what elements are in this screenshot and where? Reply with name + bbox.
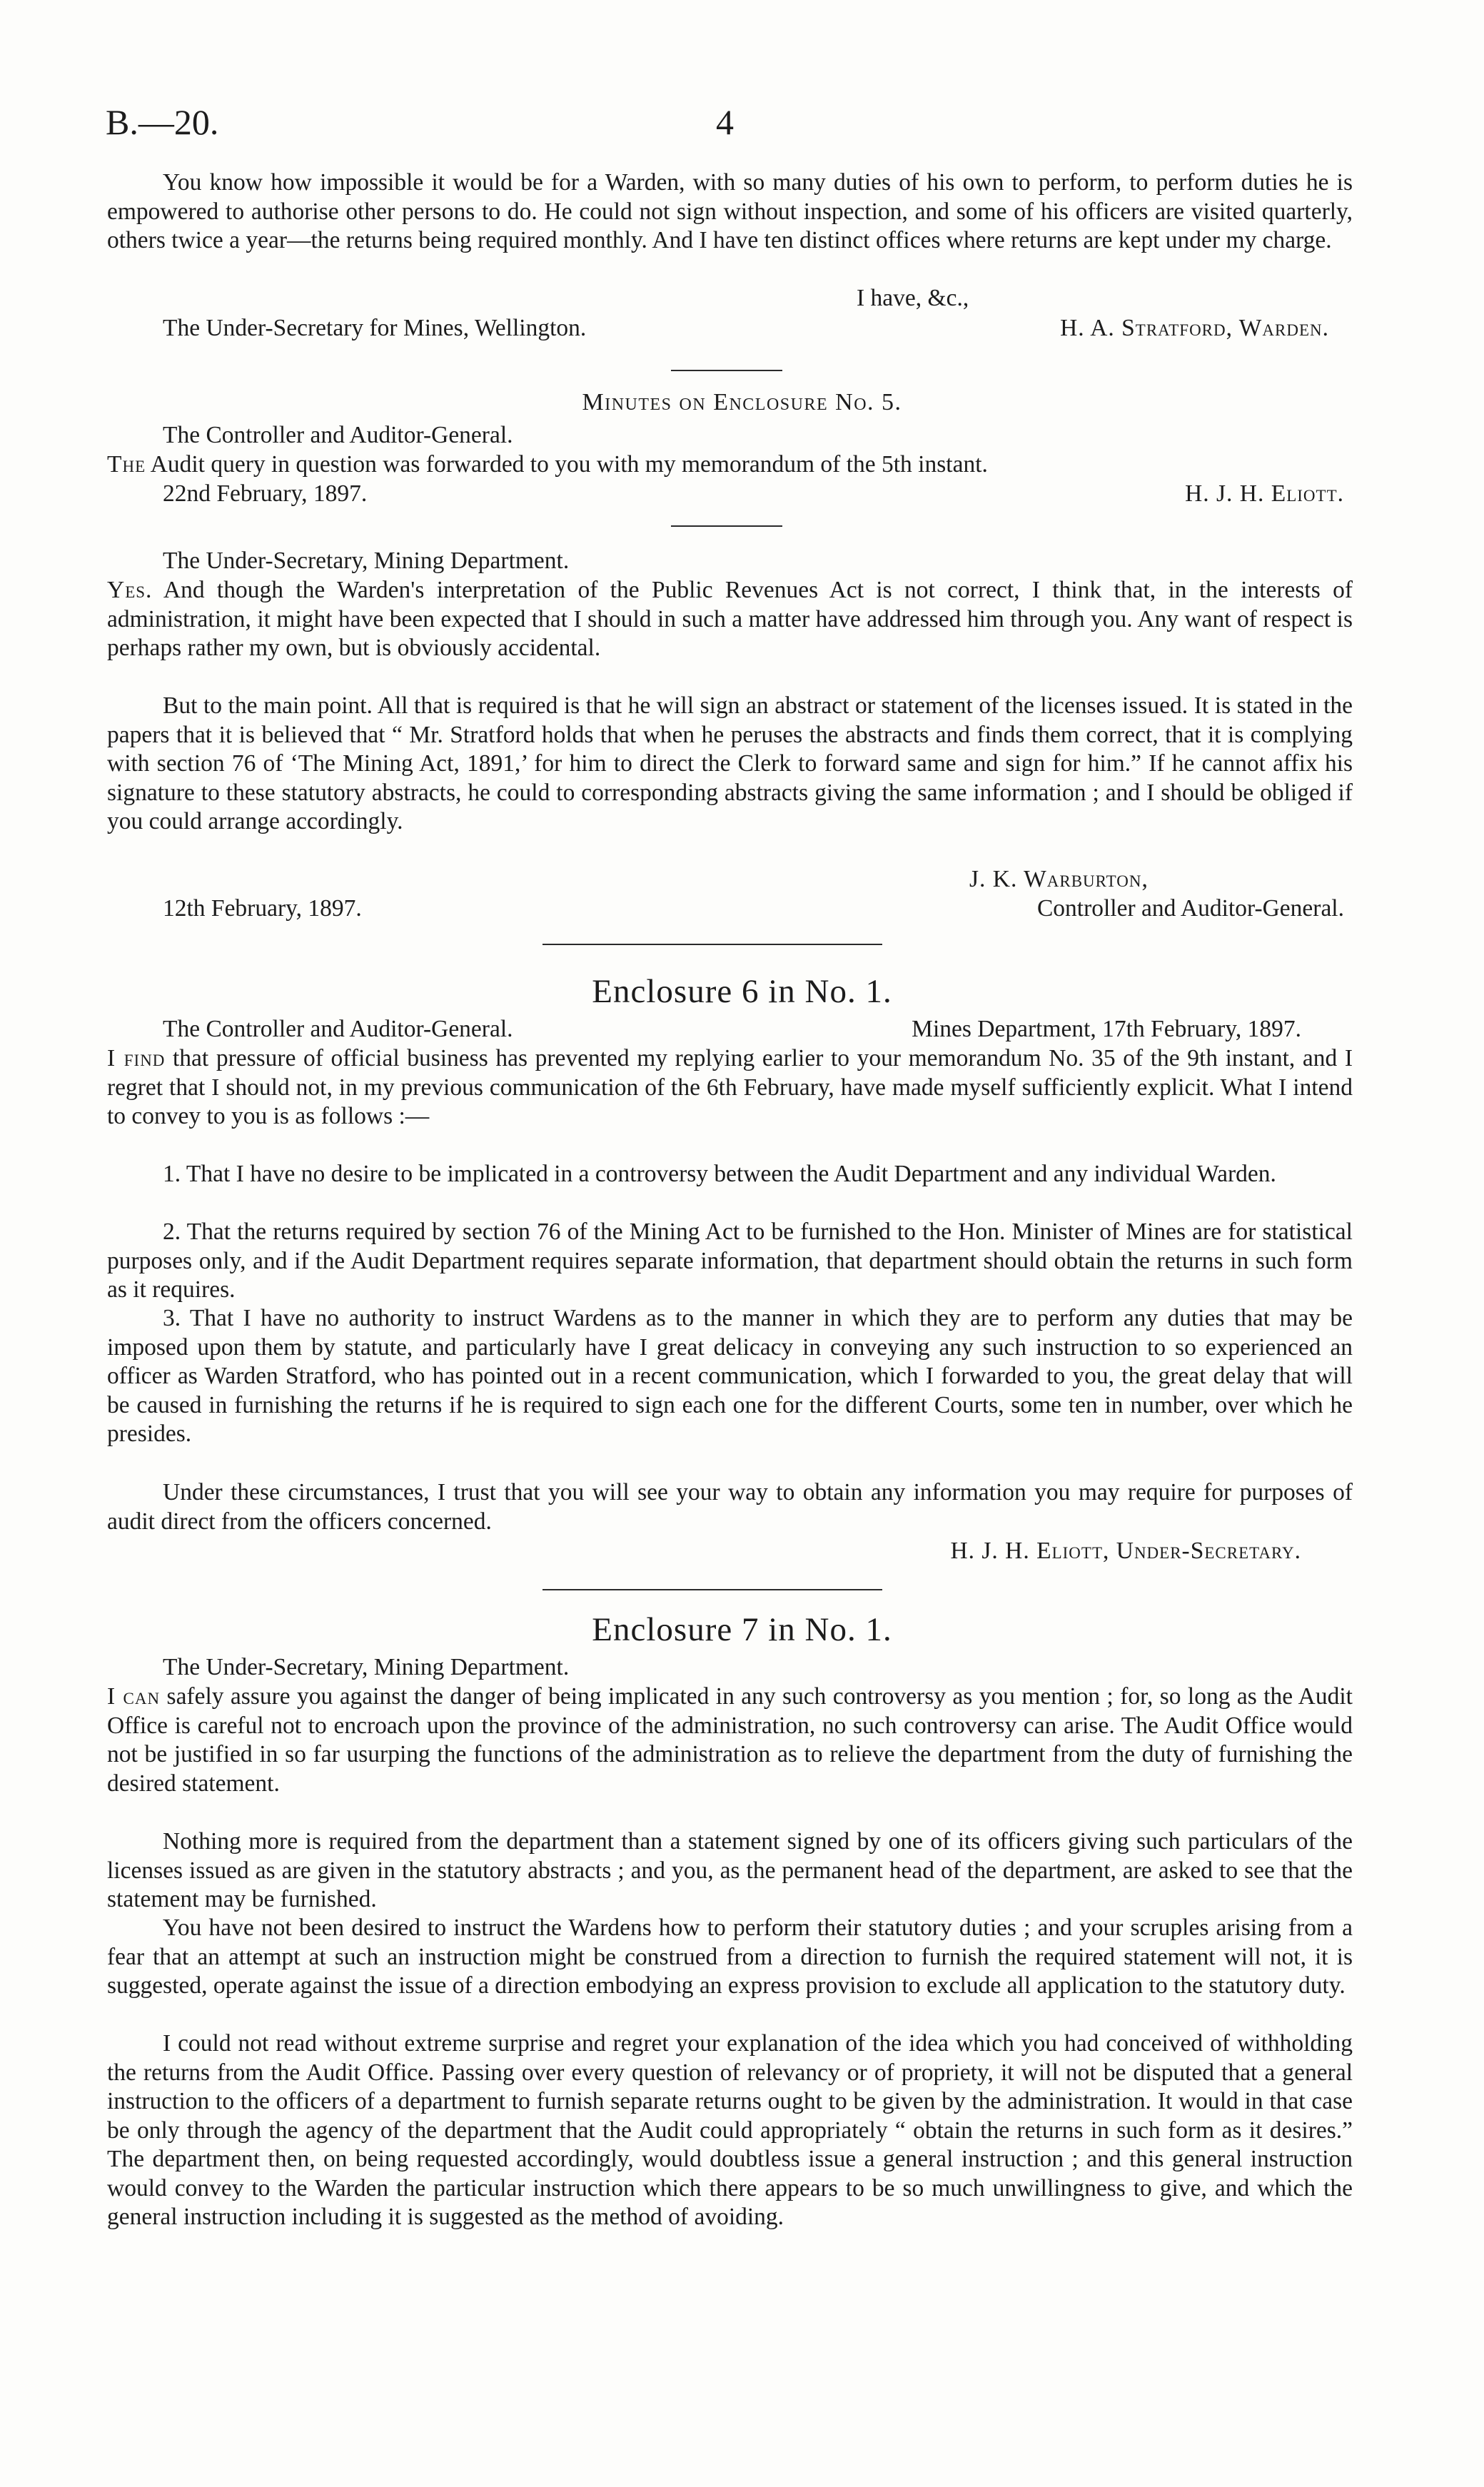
enclosure6-address-line bbox=[107, 1015, 1353, 1044]
section-divider bbox=[542, 1589, 882, 1590]
minute1-date: 22nd February, 1897. bbox=[163, 480, 368, 507]
enclosure6-item-2: 2. That the returns required by section 76 of the Mining Act to be furnished to the Hon. Minister of Mines are for statistical purposes only, and if the Audit Department requires separate information, that department should obtain the returns in such form as it requires. bbox=[107, 1219, 1353, 1303]
minute1-addressee-line bbox=[107, 421, 1353, 450]
enclosure7-address-line bbox=[107, 1653, 1353, 1682]
enclosure7-heading: Enclosure 7 in No. 1. bbox=[592, 1611, 892, 1648]
minute2-paragraph-1 bbox=[107, 576, 1353, 663]
minute1-body: Audit query in question was forwarded to you with my memorandum of the 5th instant. bbox=[146, 451, 988, 478]
enclosure7-paragraph-4: I could not read without extreme surprise and regret your explanation of the idea which you had conceived of withholding the returns from the Audit Office. Passing over every question of relevancy or of propriety, it will not be disputed that a general instruction to the officers of a department to furnish separate returns ought to be given by the administration. It would in that case be only through the agency of the department that the Audit could appropriately “ obtain the returns in such form as it desires.” The department then, on being requested accordingly, would doubtless issue a general instruction ; and this general instruction would convey to the Warden the particular instruction which there appears to be so much unwillingness to give, and which the general instruction including it is suggested as the method of avoiding. bbox=[107, 2030, 1353, 2230]
minute1-signoff-line bbox=[107, 480, 1353, 508]
letter-paragraph: You know how impossible it would be for a Warden, with so many duties of his own to perform, to perform duties he is empowered to authorise other persons to do. He could not sign without inspection, and some of his officers are visited quarterly, others twice a year—the returns being required monthly. And I have ten distinct offices where returns are kept under my charge. bbox=[107, 169, 1353, 253]
enclosure6-lead: I find bbox=[107, 1045, 166, 1071]
minute2-date: 12th February, 1897. bbox=[163, 895, 362, 922]
enclosure6-intro-text: that pressure of official business has prevented my replying earlier to your memorandum No. 35 of the 9th instant, and I regret that I should not, in my previous communication of the 6th February, have made myself sufficiently explicit. What I intend to convey to you is as follows :— bbox=[107, 1045, 1353, 1129]
page-number: 4 bbox=[716, 102, 734, 142]
enclosure7-addressee: The Under-Secretary, Mining Department. bbox=[163, 1654, 570, 1680]
letter-signoff-line bbox=[107, 314, 1353, 343]
letter-signature: H. A. Stratford, Warden. bbox=[1060, 315, 1329, 341]
letter-closing-line bbox=[107, 284, 1353, 313]
section-divider bbox=[542, 944, 882, 945]
enclosure6-item-3: 3. That I have no authority to instruct Wardens as to the manner in which they are to perform any duties that may be imposed upon them by statute, and particularly have I great delicacy in conveying any such instruction to so experienced an officer as Warden Stratford, who has pointed out in a recent communication, which I forwarded to you, the great delay that will be caused in furnishing the returns if he is required to sign each one for the different Courts, some ten in number, over which he presides. bbox=[107, 1305, 1353, 1447]
enclosure6-intro bbox=[107, 1044, 1353, 1131]
minute-divider bbox=[671, 525, 782, 527]
letter-closing: I have, &c., bbox=[857, 285, 969, 311]
enclosure6-signature-text: H. J. H. Eliott, Under-Secretary. bbox=[950, 1538, 1301, 1564]
minute1-body-line bbox=[107, 450, 1353, 479]
minute2-lead: Yes. bbox=[107, 577, 153, 603]
minute2-addressee: The Under-Secretary, Mining Department. bbox=[163, 548, 570, 574]
letter-addressee: The Under-Secretary for Mines, Wellington. bbox=[163, 315, 587, 341]
series-label: B.—20. bbox=[106, 102, 219, 142]
minute2-title: Controller and Auditor-General. bbox=[1036, 895, 1344, 922]
enclosure7-paragraph-2: Nothing more is required from the department than a statement signed by one of its officers giving such particulars of the licenses issued as are given in the statutory abstracts ; and you, as the permanent head of the department, are asked to see that the statement may be furnished. bbox=[107, 1828, 1353, 1912]
enclosure7-paragraph-1 bbox=[107, 1683, 1353, 1798]
minute1-signature: H. J. H. Eliott. bbox=[1185, 480, 1344, 507]
enclosure6-signature bbox=[950, 1537, 1301, 1565]
minute2-signoff-line bbox=[107, 894, 1353, 923]
minute2-signature: J. K. Warburton, bbox=[969, 866, 1149, 892]
minute2-para1-text: And though the Warden's interpretation of the Public Revenues Act is not correct, I think that, in the interests of administration, it might have been expected that I should in such a matter have addressed him through you. Any want of respect is perhaps rather my own, but is obviously accidental. bbox=[107, 577, 1353, 661]
enclosure7-lead: I can bbox=[107, 1683, 161, 1710]
enclosure7-para1-text: safely assure you against the danger of being implicated in any such controversy as you mention ; for, so long as the Audit Office is careful not to encroach upon the province of the administration, no such controversy can arise. The Audit Office would not be justified in so far usurping the functions of the administration as to relieve the department from the duty of furnishing the desired statement. bbox=[107, 1683, 1353, 1797]
minute1-addressee: The Controller and Auditor-General. bbox=[163, 422, 513, 448]
minute2-addressee-line bbox=[107, 547, 1353, 575]
minute2-paragraph-2: But to the main point. All that is required is that he will sign an abstract or statement of the licenses issued. It is stated in the papers that it is believed that “ Mr. Stratford holds that when he peruses the abstracts and finds them correct, that it is complying with section 76 of ‘The Mining Act, 1891,’ for him to direct the Clerk to forward same and sign for him.” If he cannot affix his signature to these statutory abstracts, he could to corresponding abstracts giving the same information ; and I should be obliged if you could arrange accordingly. bbox=[107, 692, 1353, 834]
enclosure6-closing-paragraph: Under these circumstances, I trust that you will see your way to obtain any information you may require for purposes of audit direct from the officers concerned. bbox=[107, 1479, 1353, 1535]
enclosure6-place-date: Mines Department, 17th February, 1897. bbox=[912, 1016, 1301, 1042]
minute1-lead: The bbox=[107, 451, 146, 478]
enclosure6-heading: Enclosure 6 in No. 1. bbox=[592, 973, 892, 1010]
minute2-signature-line bbox=[107, 865, 1353, 894]
section-divider bbox=[671, 370, 782, 371]
minutes-heading: Minutes on Enclosure No. 5. bbox=[582, 389, 902, 415]
minute1-text bbox=[107, 450, 988, 479]
enclosure6-item-1: 1. That I have no desire to be implicated in a controversy between the Audit Department and any individual Warden. bbox=[163, 1161, 1276, 1187]
enclosure7-paragraph-3: You have not been desired to instruct the Wardens how to perform their statutory duties ; and your scruples arising from a fear that an attempt at such an instruction might be construed from a direction to furnish the required statement will not, it is suggested, operate against the issue of a direction embodying an express provision to exclude all application to the statutory duty. bbox=[107, 1915, 1353, 1999]
enclosure6-addressee: The Controller and Auditor-General. bbox=[163, 1016, 513, 1042]
enclosure6-signature-line bbox=[107, 1537, 1353, 1565]
